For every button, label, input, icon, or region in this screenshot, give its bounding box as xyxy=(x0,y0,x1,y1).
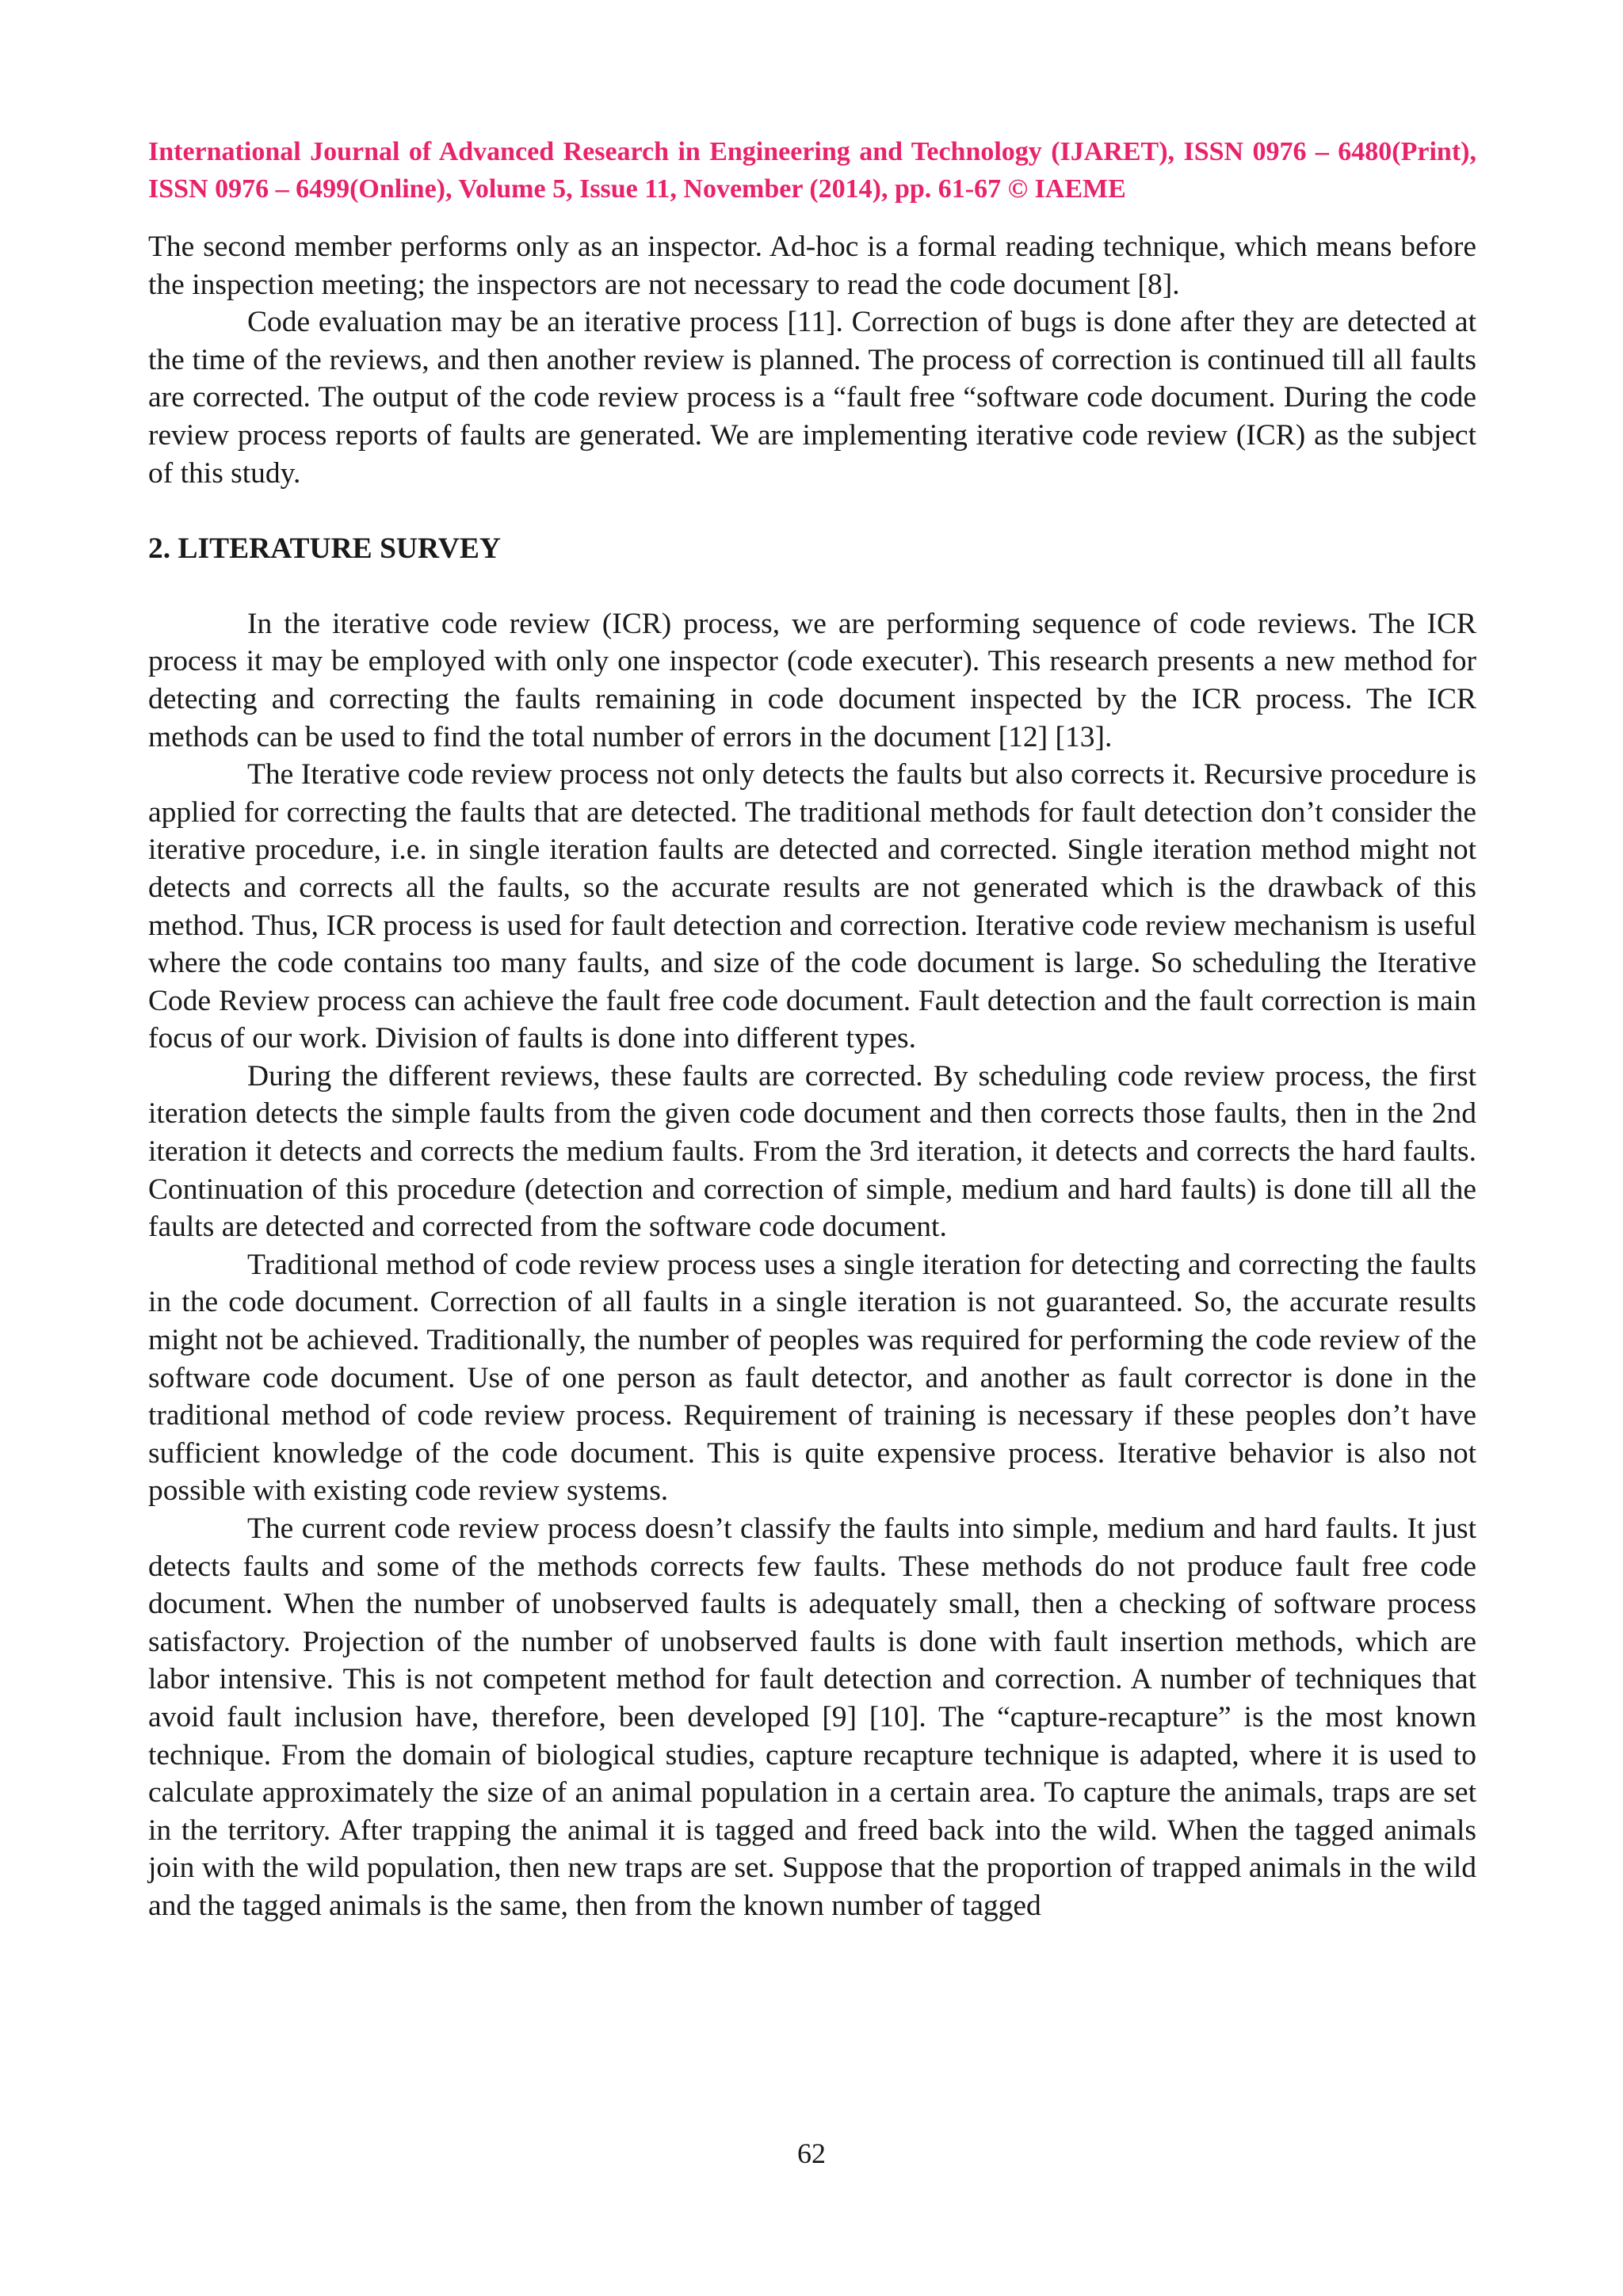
section-heading: 2. LITERATURE SURVEY xyxy=(148,532,501,566)
section-paragraph: The Iterative code review process not only detects the faults but also corrects it. Recursive procedure is applied for correcting the faults that are detected. The traditional methods for fault detection don’t consider the iterative procedure, i.e. in single iteration faults are detected and corrected. Single iteration method might not detects and corrects all the faults, so the accurate results are not generated which is the drawback of this method. Thus, ICR process is used for fault detection and correction. Iterative code review mechanism is useful where the code contains too many faults, and size of the code document is large. So scheduling the Iterative Code Review process can achieve the fault free code document. Fault detection and the fault correction is main focus of our work. Division of faults is done into different types. xyxy=(148,758,1476,1055)
page-content xyxy=(148,133,1476,1925)
intro-paragraph: The second member performs only as an inspector. Ad-hoc is a formal reading technique, which means before the inspection meeting; the inspectors are not necessary to read the code document [8]. xyxy=(148,231,1476,301)
section-paragraph: During the different reviews, these faults are corrected. By scheduling code review process, the first iteration detects the simple faults from the given code document and then corrects those faults, then in the 2nd iteration it detects and corrects the medium faults. From the 3rd iteration, it detects and corrects the hard faults. Continuation of this procedure (detection and correction of simple, medium and hard faults) is done till all the faults are detected and corrected from the software code document. xyxy=(148,1059,1476,1244)
page-number: 62 xyxy=(797,2138,826,2169)
section-paragraph: In the iterative code review (ICR) process, we are performing sequence of code reviews. The ICR process it may be employed with only one inspector (code executer). This research presents a new method for detecting and correcting the faults remaining in code document inspected by the ICR process. The ICR methods can be used to find the total number of errors in the document [12] [13]. xyxy=(148,607,1476,753)
intro-paragraph: Code evaluation may be an iterative process [11]. Correction of bugs is done after they are detected at the time of the reviews, and then another review is planned. The process of correction is continued till all faults are corrected. The output of the code review process is a “fault free “software code document. During the code review process reports of faults are generated. We are implementing iterative code review (ICR) as the subject of this study. xyxy=(148,306,1476,490)
journal-citation-header: International Journal of Advanced Research in Engineering and Technology (IJARET), ISSN 0976 – 6480(Print), ISSN 0976 – 6499(Online), Volume 5, Issue 11, November (2014), pp. 61-67 © IAEME xyxy=(148,137,1476,204)
section-paragraph: Traditional method of code review process uses a single iteration for detecting and correcting the faults in the code document. Correction of all faults in a single iteration is not guaranteed. So, the accurate results might not be achieved. Traditionally, the number of peoples was required for performing the code review of the software code document. Use of one person as fault detector, and another as fault corrector is done in the traditional method of code review process. Requirement of training is necessary if these peoples don’t have sufficient knowledge of the code document. This is quite expensive process. Iterative behavior is also not possible with existing code review systems. xyxy=(148,1248,1476,1508)
section-paragraph: The current code review process doesn’t classify the faults into simple, medium and hard faults. It just detects faults and some of the methods corrects few faults. These methods do not produce fault free code document. When the number of unobserved faults is adequately small, then a checking of software process satisfactory. Projection of the number of unobserved faults is done with fault insertion methods, which are labor intensive. This is not competent method for fault detection and correction. A number of techniques that avoid fault inclusion have, therefore, been developed [9] [10]. The “capture-recapture” is the most known technique. From the domain of biological studies, capture recapture technique is adapted, where it is used to calculate approximately the size of an animal population in a certain area. To capture the animals, traps are set in the territory. After trapping the animal it is tagged and freed back into the wild. When the tagged animals join with the wild population, then new traps are set. Suppose that the proportion of trapped animals in the wild and the tagged animals is the same, then from the known number of tagged xyxy=(148,1512,1476,1922)
